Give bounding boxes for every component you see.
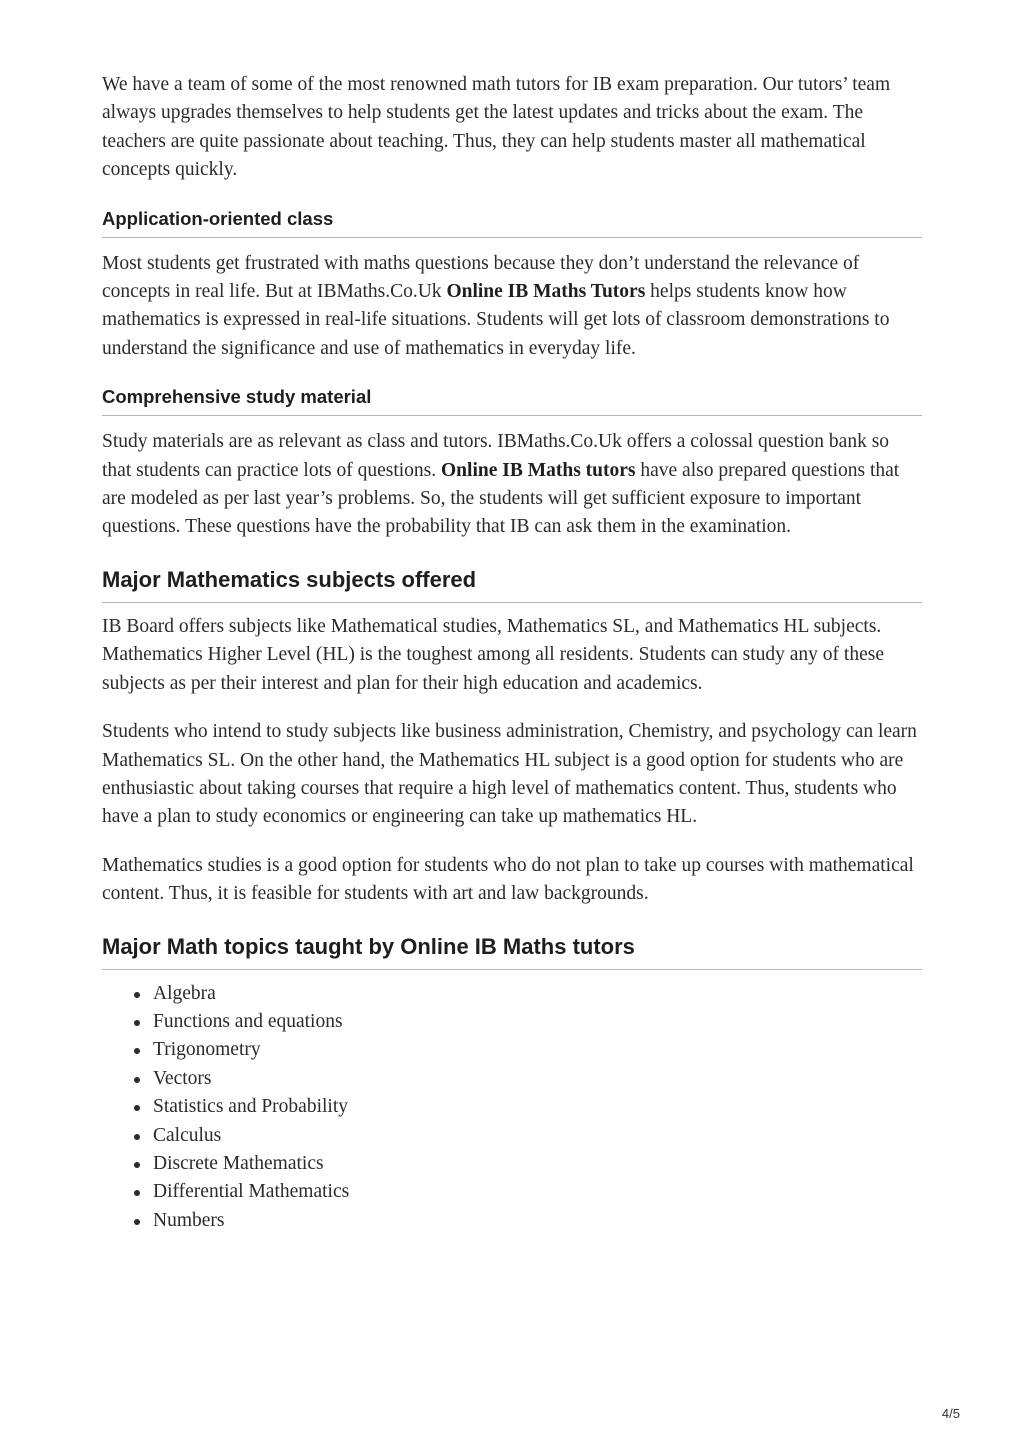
document-page (102, 71, 922, 1235)
list-item: Vectors (153, 1065, 922, 1093)
list-item: Statistics and Probability (153, 1093, 922, 1121)
material-paragraph (102, 428, 922, 542)
list-item: Algebra (153, 980, 922, 1008)
application-text-after: helps students know how mathematics is expressed in real-life situations. Students will get lots of classroom demonstrations to understand the significance and use of mathematics in everyday life. (102, 281, 890, 359)
heading-major-math-topics: Major Math topics taught by Online IB Maths tutors (102, 933, 922, 970)
material-text-after: have also prepared questions that are modeled as per last year’s problems. So, the students will get sufficient exposure to important questions. These questions have the probability that IB can ask them in the examination. (102, 459, 900, 538)
topics-list (102, 980, 922, 1236)
list-item: Trigonometry (153, 1036, 922, 1064)
material-bold-text: Online IB Maths tutors (441, 459, 636, 481)
list-item: Numbers (153, 1207, 922, 1235)
list-item: Calculus (153, 1122, 922, 1150)
subjects-paragraph-1: IB Board offers subjects like Mathematical studies, Mathematics SL, and Mathematics HL subjects. Mathematics Higher Level (HL) is the toughest among all residents. Students can study any of these subjects as per their interest and plan for their high education and academics. (102, 615, 884, 694)
list-item: Functions and equations (153, 1008, 922, 1036)
heading-comprehensive-study-material: Comprehensive study material (102, 385, 922, 416)
heading-application-oriented-class: Application-oriented class (102, 207, 922, 238)
subjects-paragraph-2: Students who intend to study subjects like business administration, Chemistry, and psychology can learn Mathematics SL. On the other hand, the Mathematics HL subject is a good option for students who are enthusiastic about taking courses that require a high level of mathematics content. Thus, students who have a plan to study economics or engineering can take up mathematics HL. (102, 721, 917, 828)
application-text-before: Most students get frustrated with maths questions because they don’t understand the relevance of concepts in real life. But at IBMaths.Co.Uk (102, 252, 860, 303)
page-number: 4/5 (941, 1406, 960, 1421)
intro-paragraph: We have a team of some of the most renowned math tutors for IB exam preparation. Our tutors’ team always upgrades themselves to help students get the latest updates and tricks about the exam. The teachers are quite passionate about teaching. Thus, they can help students master all mathematical concepts quickly. (102, 74, 891, 181)
material-text-before: Study materials are as relevant as class and tutors. IBMaths.Co.Uk offers a colossal question bank so that students can practice lots of questions. (102, 431, 890, 481)
list-item: Differential Mathematics (153, 1178, 922, 1206)
list-item: Discrete Mathematics (153, 1150, 922, 1178)
heading-major-mathematics-subjects: Major Mathematics subjects offered (102, 566, 922, 603)
application-bold-link-text: Online IB Maths Tutors (446, 281, 646, 303)
subjects-paragraph-3: Mathematics studies is a good option for students who do not plan to take up courses with mathematical content. Thus, it is feasible for students with art and law backgrounds. (102, 854, 914, 905)
application-paragraph (102, 250, 922, 364)
